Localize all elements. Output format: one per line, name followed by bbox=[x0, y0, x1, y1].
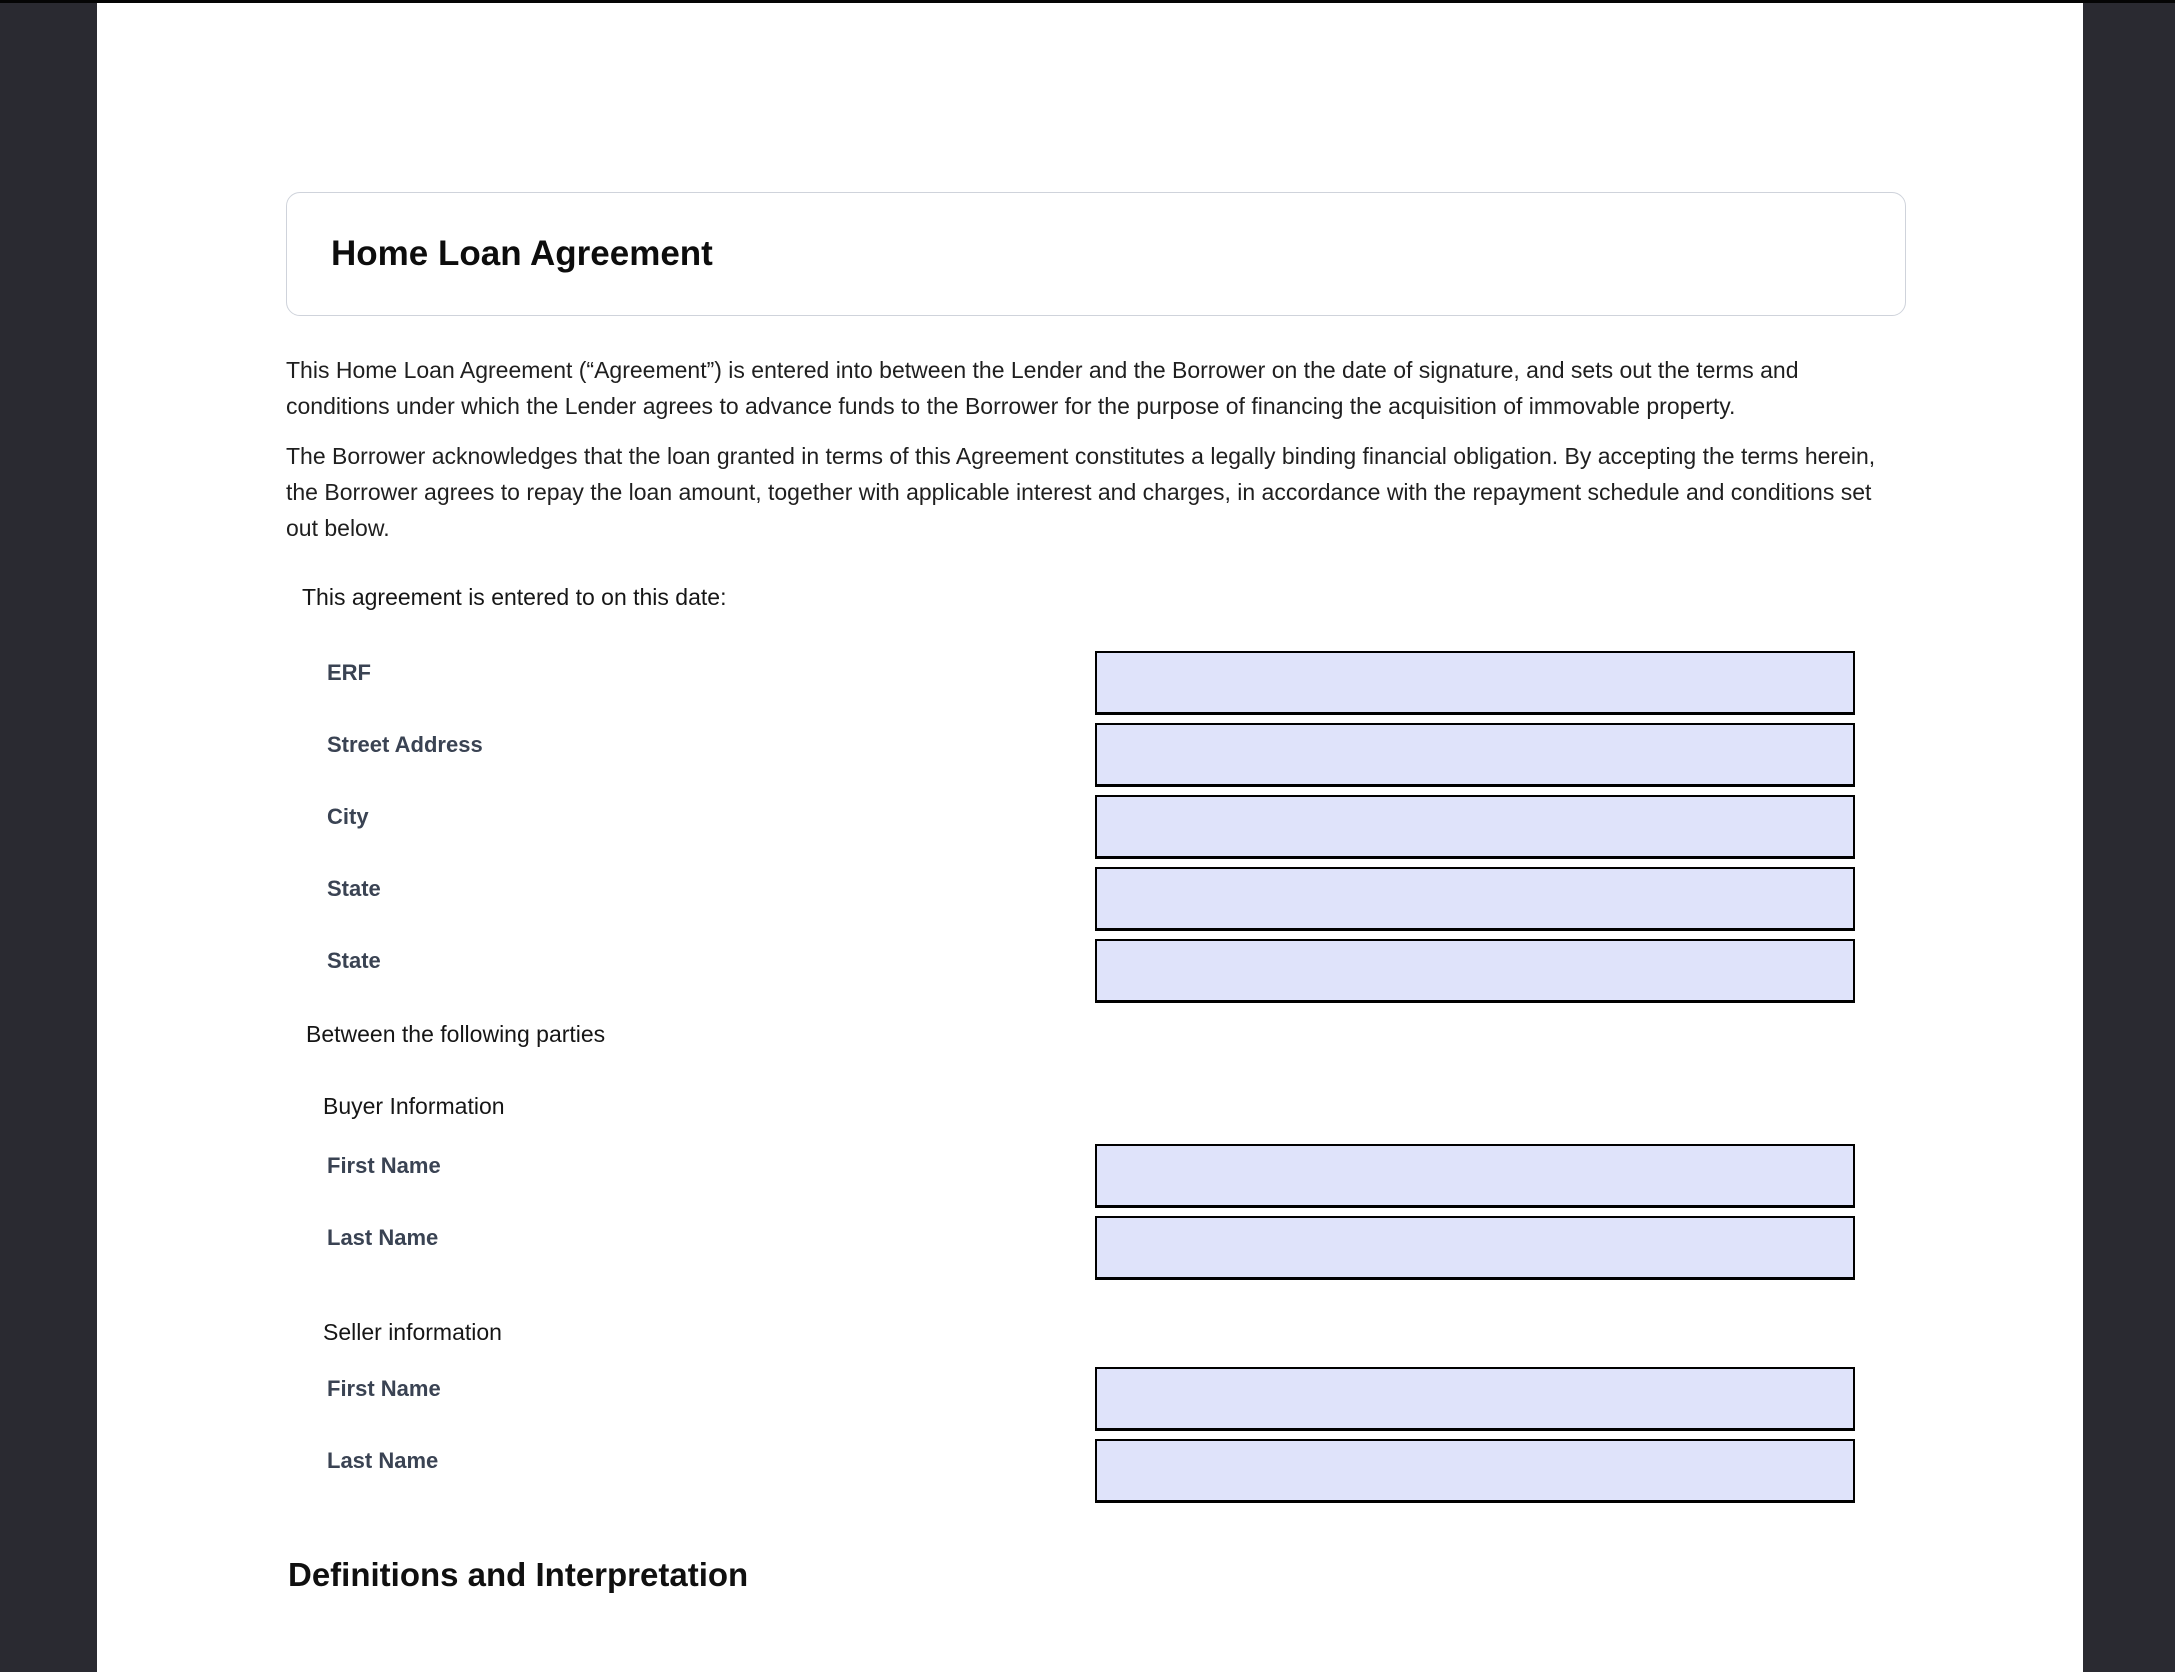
right-letterbox bbox=[2083, 0, 2175, 1672]
seller-last-name-input[interactable] bbox=[1095, 1439, 1855, 1503]
top-edge-line bbox=[0, 0, 2175, 3]
intro-paragraph-2: The Borrower acknowledges that the loan granted in terms of this Agreement constitutes a legally binding financial obligation. By accepting the terms herein, the Borrower agrees to repay the loan amount, together with applicable interest and charges, in accordance with the repayment schedule and conditions set out below. bbox=[286, 443, 1876, 541]
city-label: City bbox=[327, 804, 369, 829]
street-address-input[interactable] bbox=[1095, 723, 1855, 787]
form-row-buyer-first-name bbox=[286, 1144, 1906, 1208]
form-row-street-address bbox=[286, 723, 1906, 787]
erf-input[interactable] bbox=[1095, 651, 1855, 715]
intro-paragraph-1: This Home Loan Agreement (“Agreement”) is entered into between the Lender and the Borrower on the date of signature, and sets out the terms and conditions under which the Lender agrees to advance funds to the Borrower for the purpose of financing the acquisition of immovable property. bbox=[286, 357, 1799, 419]
seller-first-name-input[interactable] bbox=[1095, 1367, 1855, 1431]
form-row-seller-first-name bbox=[286, 1367, 1906, 1431]
street-address-label: Street Address bbox=[327, 732, 483, 757]
state-label: State bbox=[327, 876, 381, 901]
state-input-2[interactable] bbox=[1095, 939, 1855, 1003]
date-line: This agreement is entered to on this date: bbox=[302, 584, 727, 610]
definitions-section-heading: Definitions and Interpretation bbox=[288, 1556, 749, 1593]
form-row-state bbox=[286, 867, 1906, 931]
buyer-section-heading: Buyer Information bbox=[323, 1093, 505, 1119]
form-row-state-2 bbox=[286, 939, 1906, 1003]
buyer-last-name-input[interactable] bbox=[1095, 1216, 1855, 1280]
form-title-card bbox=[286, 192, 1906, 316]
buyer-first-name-input[interactable] bbox=[1095, 1144, 1855, 1208]
state-label-2: State bbox=[327, 948, 381, 973]
left-letterbox bbox=[0, 0, 97, 1672]
buyer-last-name-label: Last Name bbox=[327, 1225, 439, 1250]
parties-heading: Between the following parties bbox=[306, 1021, 606, 1047]
form-document bbox=[97, 0, 2083, 1597]
form-row-city bbox=[286, 795, 1906, 859]
seller-section-heading: Seller information bbox=[323, 1319, 502, 1345]
form-row-seller-last-name bbox=[286, 1439, 1906, 1503]
state-input[interactable] bbox=[1095, 867, 1855, 931]
seller-last-name-label: Last Name bbox=[327, 1448, 439, 1473]
seller-fields-group bbox=[286, 1367, 1906, 1503]
buyer-fields-group bbox=[286, 1144, 1906, 1280]
city-input[interactable] bbox=[1095, 795, 1855, 859]
form-row-erf bbox=[286, 651, 1906, 715]
document-page bbox=[97, 0, 2083, 1672]
seller-first-name-label: First Name bbox=[327, 1376, 441, 1401]
erf-label: ERF bbox=[327, 660, 371, 685]
form-row-buyer-last-name bbox=[286, 1216, 1906, 1280]
property-fields-group bbox=[286, 651, 1906, 1003]
page-title: Home Loan Agreement bbox=[331, 234, 713, 273]
buyer-first-name-label: First Name bbox=[327, 1153, 441, 1178]
